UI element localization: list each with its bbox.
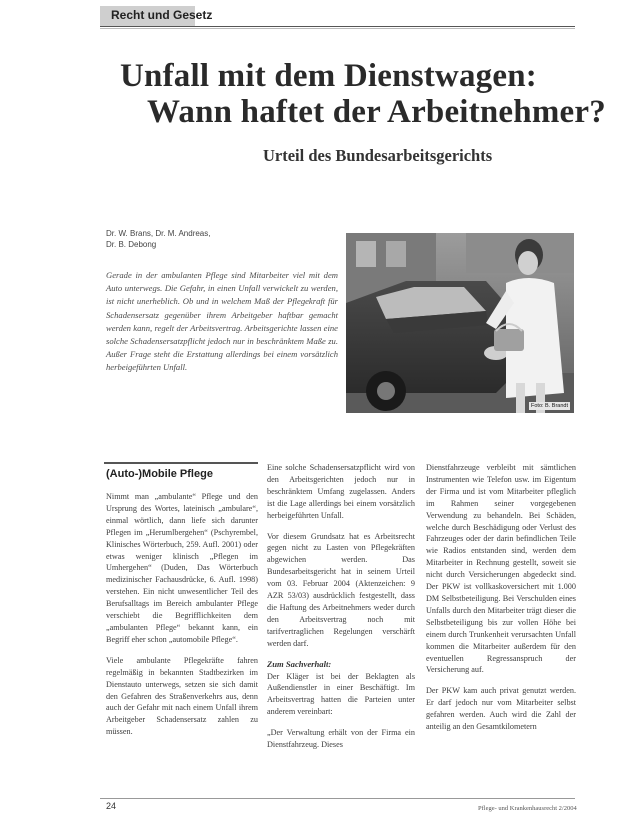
column-2-subheading: Zum Sachverhalt: — [267, 658, 332, 669]
column-1 — [106, 491, 258, 738]
column-1-paragraph-2: Viele ambulante Pflegekräfte fahren regelmäßig in bekannten Stadtbezirken im Dienstauto unterwegs, setzen sie sich damit den Gefahren des Straßenverkehrs aus, denn auch der Gefahr mit nach einem Unfall ihrem Arbeitgeber Schadensersatz zahlen zu müssen. — [106, 655, 258, 737]
column-2-paragraph-3: Der Kläger ist bei der Beklagten als Außendienstler in einer Beschäftigt. Im Arbeitsvertrag hatten die Parteien unter anderem vereinbart: — [267, 671, 415, 717]
photo-credit: Foto: B. Brandt — [531, 403, 568, 409]
header-rule — [100, 26, 575, 27]
article-subtitle: Urteil des Bundesarbeitsgerichts — [263, 146, 493, 165]
page-number: 24 — [106, 801, 117, 811]
article-title-line-1: Unfall mit dem Dienstwagen: — [120, 58, 537, 94]
column-1-paragraph-1: Nimmt man „ambulante“ Pflege und den Ursprung des Wortes, lateinisch „ambulare“, einmal wörtlich, dann liefe sich darunter Pflegen im „Herumlbergehen“ (Pschyrembel, Klinisches Wörterbuch, 259. Aufl. 2001) oder etwas weniger klinisch „Pflegen im Umhergehen“ (Duden, Das Wörterbuch medizinischer Fachausdrücke, 6. Aufl. 1998) verstehen. Ein nicht unwesentlicher Teil des Berufsalltags im Bereich ambulanter Pflege verschiebt die Begrifflichkeiten dem „ambulanten Pflege“ bekannt kann, ein Begriff eher schon „automobile Pflege“. — [106, 492, 258, 644]
section-label: Recht und Gesetz — [111, 8, 213, 22]
column-3 — [426, 462, 576, 733]
column-3-paragraph-1: Dienstfahrzeuge verbleibt mit sämtlichen Instrumenten wie Telefon usw. im Eigentum der Firma und ist vom Mitarbeiter pfleglich im Rahmen seiner vorgegebenen Verwendung zu behandeln. Bei Schäden, welche durch Beschädigung oder Verlust des Fahrzeuges oder der darin befindlichen Teile wie Radios entstanden sind, werden dem Mitarbeiter in Rechnung gestellt, soweit sie nicht durch Versicherungen abgedeckt sind. Der PKW ist vollkaskoversichert mit 1.000 DM Selbstbeteiligung. Bei Verschulden eines Unfalls durch den Mitarbeiter trägt dieser die Selbstbeteiligung bis zur vollen Höhe bei einem durch Trunkenheit verursachten Unfall kommen die Mitarbeiter außerdem für den eventuellen Regressanspruch der Versicherung auf. — [426, 463, 576, 675]
footer-issue: Pflege- und Krankenhausrecht 2/2004 — [478, 805, 577, 812]
header-rule-thin — [100, 28, 575, 29]
column-heading-rule — [104, 462, 258, 464]
column-2 — [267, 462, 415, 751]
nurse-car-photo — [346, 233, 574, 413]
article-title-line-2: Wann haftet der Arbeitnehmer? — [147, 94, 606, 130]
column-2-paragraph-1: Eine solche Schadensersatzpflicht wird von den Arbeitsgerichten jedoch nur in beschränktem Umfang zugelassen. Anders ist die Lage allerdings bei einem vorsätzlich herbeigeführten Unfall. — [267, 463, 415, 520]
lead-paragraph: Gerade in der ambulanten Pflege sind Mitarbeiter viel mit dem Auto unterwegs. Die Gefahr, in einen Unfall verwickelt zu werden, ist nicht unerheblich. Ob und in welchem Maß der Pflegekraft für Schadensersatz gegenüber ihrem Arbeitgeber haftbar gemacht werden kann, regelt der Arbeitsvertrag. Arbeitsgerichte lassen eine solche Schadensersatzpflicht jedoch nur in beschränktem Maße zu. Außer Frage steht die Erstattung allerdings bei einem vorsätzlich herbeigeführten Unfall. — [106, 270, 338, 373]
column-1-heading: (Auto-)Mobile Pflege — [106, 468, 213, 480]
article-photo — [346, 233, 574, 413]
authors-line-1: Dr. W. Brans, Dr. M. Andreas, — [106, 229, 211, 238]
authors-line-2: Dr. B. Debong — [106, 240, 157, 249]
column-2-paragraph-4: „Der Verwaltung erhält von der Firma ein Dienstfahrzeug. Dieses — [267, 728, 415, 750]
footer-rule — [100, 798, 575, 799]
column-3-paragraph-2: Der PKW kam auch privat genutzt werden. Er darf jedoch nur vom Mitarbeiter selbst gefahren werden. Auch wird die Zahl der anteilig an den Gesamtkilometern — [426, 686, 576, 732]
column-2-paragraph-2: Vor diesem Grundsatz hat es Arbeitsrecht gegen nicht zu Lasten von Pflegekräften abgewichen werden. Das Bundesarbeitsgericht hat in seinem Urteil vom 03. Februar 2004 (Aktenzeichen: 9 AZR 53/03) ausdrücklich festgestellt, dass die Haftung des Arbeitnehmers weder durch den Arbeitsvertrag noch mit tarifvertraglichen Regelungen verschärft werden darf. — [267, 531, 415, 648]
